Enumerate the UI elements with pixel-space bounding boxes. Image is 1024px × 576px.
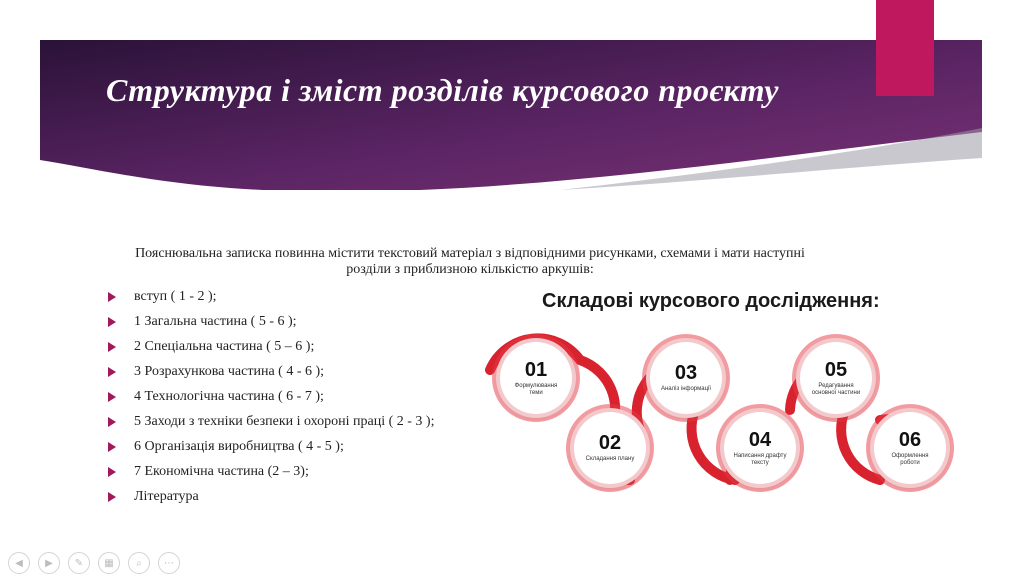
step-number: 02 (598, 432, 622, 454)
step-number: 04 (748, 428, 772, 451)
bullet-arrow-icon (108, 292, 116, 302)
step-02 (574, 412, 646, 484)
bullet-arrow-icon (108, 467, 116, 477)
step-label: Написання драфту тексту (733, 452, 787, 466)
sections-list (106, 284, 434, 509)
list-item-text: 3 Розрахункова частина ( 4 - 6 ); (134, 363, 325, 379)
bullet-arrow-icon (108, 492, 116, 502)
next-icon[interactable]: ▶ (38, 552, 60, 574)
slide-title: Структура і зміст розділів курсового проєкту (106, 72, 779, 108)
list-item-text: 7 Економічна частина (2 – 3); (134, 463, 309, 479)
list-item (106, 384, 434, 409)
step-label: Редагування основної частини (811, 382, 861, 396)
bullet-arrow-icon (108, 367, 116, 377)
step-label: Аналіз інформації (660, 386, 712, 392)
step-01 (500, 342, 572, 414)
accent-rectangle (876, 0, 934, 96)
bullet-arrow-icon (108, 392, 116, 402)
step-number: 06 (898, 428, 922, 451)
step-number: 03 (674, 362, 698, 384)
list-item (106, 284, 434, 309)
diagram-title: Складові курсового дослідження: (542, 290, 880, 312)
slideshow-toolbar (8, 552, 180, 574)
zoom-icon[interactable]: ⌕ (128, 552, 150, 574)
pen-icon[interactable]: ✎ (68, 552, 90, 574)
list-item-text: 6 Організація виробництва ( 4 - 5 ); (134, 438, 344, 454)
list-item-text: вступ ( 1 - 2 ); (134, 288, 217, 304)
more-icon[interactable]: ⋯ (158, 552, 180, 574)
step-number: 05 (824, 358, 848, 381)
list-item-text: 2 Спеціальна частина ( 5 – 6 ); (134, 338, 315, 354)
bullet-arrow-icon (108, 317, 116, 327)
list-item-text: 1 Загальна частина ( 5 - 6 ); (134, 313, 297, 329)
previous-icon[interactable]: ◀ (8, 552, 30, 574)
step-label: Оформлення роботи (891, 452, 929, 466)
bullet-arrow-icon (108, 442, 116, 452)
slides-icon[interactable]: ▦ (98, 552, 120, 574)
list-item (106, 434, 434, 459)
step-03 (650, 342, 722, 414)
bullet-arrow-icon (108, 342, 116, 352)
intro-line-1: Пояснювальна записка повинна містити текстовий матеріал з відповідними рисунками, схемами і мати наступні (135, 246, 805, 261)
list-item (106, 409, 434, 434)
step-06 (874, 412, 946, 484)
list-item (106, 484, 434, 509)
list-item (106, 359, 434, 384)
list-item-text: Література (134, 488, 199, 504)
list-item-text: 4 Технологічна частина ( 6 - 7 ); (134, 388, 324, 404)
step-05 (800, 342, 872, 414)
title-banner (40, 40, 982, 190)
list-item (106, 334, 434, 359)
list-item (106, 309, 434, 334)
step-label: Складання плану (585, 456, 635, 462)
bullet-arrow-icon (108, 417, 116, 427)
process-diagram (480, 330, 960, 510)
intro-text (100, 246, 840, 278)
step-04 (724, 412, 796, 484)
list-item-text: 5 Заходи з техніки безпеки і охороні праці ( 2 - 3 ); (134, 413, 435, 429)
step-number: 01 (524, 358, 548, 381)
step-label: Формулювання теми (514, 382, 558, 396)
intro-line-2: розділи з приблизною кількістю аркушів: (346, 262, 594, 277)
list-item (106, 459, 434, 484)
